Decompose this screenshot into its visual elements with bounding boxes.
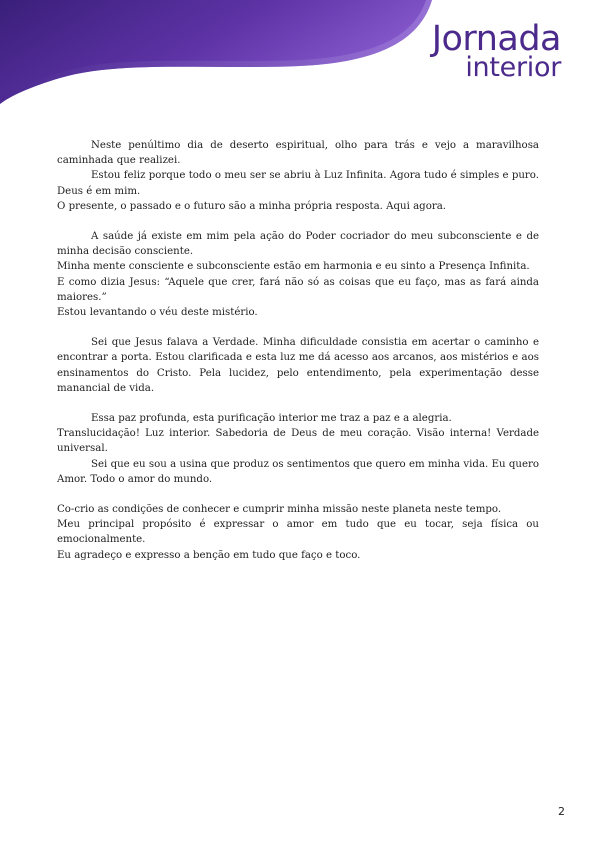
paragraph: Estou levantando o véu deste mistério. [57, 307, 258, 319]
paragraph: Co-crio as condições de conhecer e cumprir minha missão neste planeta neste tempo. [57, 504, 502, 516]
paragraph: Sei que eu sou a usina que produz os sentimentos que quero em minha vida. Eu quero Amor. Todo o amor do mundo. [57, 458, 539, 485]
paragraph: E como dizia Jesus: “Aquele que crer, fará não só as coisas que eu faço, mas as fará ainda maiores.” [57, 276, 539, 303]
paragraph: Minha mente consciente e subconsciente estão em harmonia e eu sinto a Presença Infinita. [57, 261, 530, 273]
paragraph: Meu principal propósito é expressar o amor em tudo que eu tocar, seja física ou emocionalmente. [57, 519, 539, 546]
paragraph: O presente, o passado e o futuro são a minha própria resposta. Aqui agora. [57, 200, 447, 212]
body-text [57, 138, 539, 563]
paragraph: Estou feliz porque todo o meu ser se abriu à Luz Infinita. Agora tudo é simples e puro. Deus é em mim. [57, 170, 539, 197]
page-number: 2 [558, 805, 565, 818]
logo-text-jornada: Jornada [431, 19, 561, 59]
paragraph: Neste penúltimo dia de deserto espiritual, olho para trás e vejo a maravilhosa caminhada que realizei. [57, 140, 539, 167]
brand-logo [431, 19, 561, 83]
paragraph: Sei que Jesus falava a Verdade. Minha dificuldade consistia em acertar o caminho e encontrar a porta. Estou clarificada e esta luz me dá acesso aos arcanos, aos mistérios e aos ensinamentos do Cristo. Pela lucidez, pelo entendimento, pela experimentação desse manancial de vida. [57, 337, 539, 394]
paragraph: Essa paz profunda, esta purificação interior me traz a paz e a alegria. [91, 413, 452, 425]
paragraph: A saúde já existe em mim pela ação do Poder cocriador do meu subconsciente e de minha decisão consciente. [57, 231, 539, 258]
paragraph: Translucidação! Luz interior. Sabedoria de Deus de meu coração. Visão interna! Verdade universal. [57, 428, 539, 455]
paragraph: Eu agradeço e expresso a benção em tudo que faço e toco. [57, 549, 361, 561]
logo-text-interior: interior [465, 52, 561, 83]
